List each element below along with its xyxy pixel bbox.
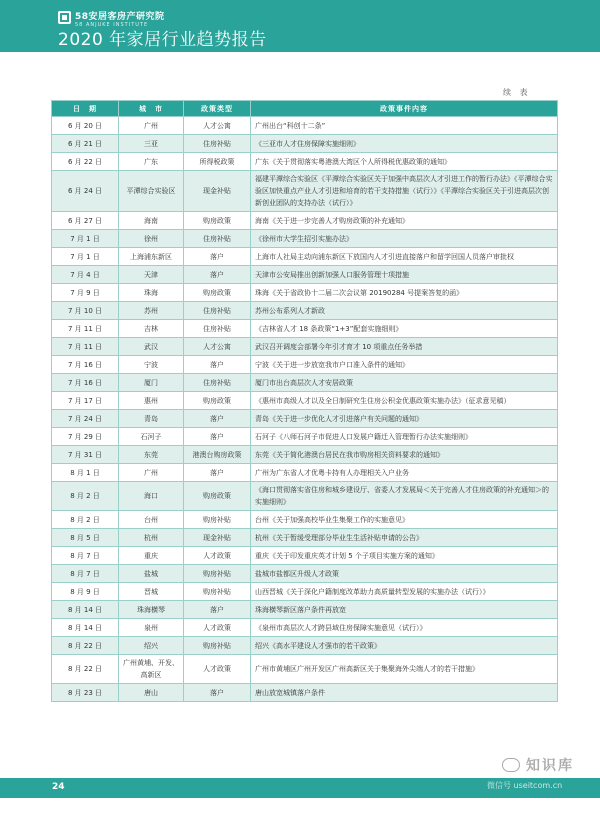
cell-date: 6 月 20 日: [52, 117, 119, 135]
cell-city: 海口: [119, 482, 184, 511]
table-body: [52, 117, 558, 702]
table-row: [52, 302, 558, 320]
cell-content: 海南《关于进一步完善人才购房政策的补充通知》: [251, 212, 558, 230]
table-row: [52, 601, 558, 619]
table-row: [52, 511, 558, 529]
logo-icon: [58, 11, 71, 24]
wechat-icon: [502, 758, 520, 772]
table-row: [52, 392, 558, 410]
cell-date: 8 月 2 日: [52, 511, 119, 529]
cell-city: 海南: [119, 212, 184, 230]
cell-content: 珠海横琴新区落户条件再放宽: [251, 601, 558, 619]
cell-type: 所得税政策: [184, 153, 251, 171]
page-number: 24: [52, 782, 65, 792]
cell-city: 广东: [119, 153, 184, 171]
cell-date: 8 月 7 日: [52, 547, 119, 565]
table-row: [52, 374, 558, 392]
cell-date: 6 月 24 日: [52, 171, 119, 212]
cell-city: 泉州: [119, 619, 184, 637]
cell-city: 珠海横琴: [119, 601, 184, 619]
table-row: [52, 547, 558, 565]
cell-type: 购房补贴: [184, 637, 251, 655]
table-row: [52, 565, 558, 583]
cell-content: 台州《关于加强高校毕业生集聚工作的实施意见》: [251, 511, 558, 529]
cell-city: 绍兴: [119, 637, 184, 655]
cell-city: 广州: [119, 117, 184, 135]
table-row: [52, 248, 558, 266]
cell-date: 7 月 11 日: [52, 338, 119, 356]
column-header-city: 城 市: [119, 101, 184, 117]
cell-date: 8 月 14 日: [52, 601, 119, 619]
cell-date: 8 月 1 日: [52, 464, 119, 482]
cell-type: 落户: [184, 356, 251, 374]
cell-date: 8 月 7 日: [52, 565, 119, 583]
table-row: [52, 464, 558, 482]
cell-date: 8 月 5 日: [52, 529, 119, 547]
cell-date: 6 月 21 日: [52, 135, 119, 153]
watermark-text: 知识库: [526, 758, 574, 774]
cell-city: 苏州: [119, 302, 184, 320]
cell-city: 重庆: [119, 547, 184, 565]
cell-type: 购房政策: [184, 212, 251, 230]
cell-date: 8 月 22 日: [52, 655, 119, 684]
cell-date: 7 月 9 日: [52, 284, 119, 302]
cell-city: 广州: [119, 464, 184, 482]
cell-date: 8 月 9 日: [52, 583, 119, 601]
column-header-date: 日 期: [52, 101, 119, 117]
cell-city: 徐州: [119, 230, 184, 248]
cell-content: 广州市黄埔区广州开发区广州高新区关于集聚海外尖端人才的若干措施》: [251, 655, 558, 684]
cell-type: 落户: [184, 248, 251, 266]
cell-city: 厦门: [119, 374, 184, 392]
cell-type: 落户: [184, 464, 251, 482]
table-row: [52, 212, 558, 230]
cell-city: 杭州: [119, 529, 184, 547]
cell-date: 8 月 23 日: [52, 684, 119, 702]
cell-city: 武汉: [119, 338, 184, 356]
cell-type: 购房政策: [184, 284, 251, 302]
cell-type: 落户: [184, 428, 251, 446]
cell-content: 重庆《关于印发重庆英才计划 5 个子项目实施方案的通知》: [251, 547, 558, 565]
cell-city: 惠州: [119, 392, 184, 410]
cell-city: 东莞: [119, 446, 184, 464]
table-row: [52, 428, 558, 446]
cell-date: 7 月 24 日: [52, 410, 119, 428]
cell-type: 住房补贴: [184, 320, 251, 338]
table-row: [52, 655, 558, 684]
cell-type: 人才公寓: [184, 338, 251, 356]
cell-content: 盐城市盐都区升级人才政策: [251, 565, 558, 583]
cell-content: 绍兴《高水平建设人才强市的若干政策》: [251, 637, 558, 655]
cell-date: 7 月 16 日: [52, 356, 119, 374]
cell-type: 住房补贴: [184, 374, 251, 392]
cell-date: 7 月 17 日: [52, 392, 119, 410]
table-row: [52, 684, 558, 702]
table-row: [52, 135, 558, 153]
table-row: [52, 619, 558, 637]
cell-city: 珠海: [119, 284, 184, 302]
cell-city: 天津: [119, 266, 184, 284]
cell-content: 珠海《关于省政协十二届二次会议第 20190284 号提案答复的函》: [251, 284, 558, 302]
cell-date: 7 月 4 日: [52, 266, 119, 284]
cell-content: 杭州《关于暂缓受理部分毕业生生活补贴申请的公告》: [251, 529, 558, 547]
report-title: 2020 年家居行业趋势报告: [58, 30, 267, 50]
cell-date: 6 月 22 日: [52, 153, 119, 171]
cell-type: 港澳台购房政策: [184, 446, 251, 464]
table-header-row: [52, 101, 558, 117]
cell-content: 青岛《关于进一步优化人才引进落户有关问题的通知》: [251, 410, 558, 428]
cell-city: 石河子: [119, 428, 184, 446]
cell-type: 人才政策: [184, 547, 251, 565]
cell-content: 《徐州市大学生招引实施办法》: [251, 230, 558, 248]
cell-type: 落户: [184, 684, 251, 702]
cell-city: 宁波: [119, 356, 184, 374]
cell-type: 住房补贴: [184, 135, 251, 153]
cell-date: 8 月 14 日: [52, 619, 119, 637]
cell-content: 武汉召开调度会部署今年引才育才 10 项重点任务举措: [251, 338, 558, 356]
cell-type: 人才政策: [184, 655, 251, 684]
table-row: [52, 284, 558, 302]
table-row: [52, 410, 558, 428]
cell-content: 广东《关于贯彻落实粤港澳大湾区个人所得税优惠政策的通知》: [251, 153, 558, 171]
cell-date: 8 月 22 日: [52, 637, 119, 655]
table-row: [52, 637, 558, 655]
table-row: [52, 482, 558, 511]
table-row: [52, 171, 558, 212]
column-header-content: 政策事件内容: [251, 101, 558, 117]
cell-type: 人才政策: [184, 619, 251, 637]
header-bar: [0, 0, 600, 52]
table-row: [52, 117, 558, 135]
cell-type: 现金补贴: [184, 529, 251, 547]
cell-content: 宁波《关于进一步放宽我市户口准入条件的通知》: [251, 356, 558, 374]
cell-city: 平潭综合实验区: [119, 171, 184, 212]
table-row: [52, 153, 558, 171]
cell-type: 现金补贴: [184, 171, 251, 212]
cell-city: 唐山: [119, 684, 184, 702]
cell-date: 7 月 11 日: [52, 320, 119, 338]
watermark: [502, 755, 574, 775]
table-row: [52, 446, 558, 464]
cell-date: 7 月 1 日: [52, 248, 119, 266]
cell-content: 《三亚市人才住房保障实施细则》: [251, 135, 558, 153]
cell-content: 天津市公安局推出创新加强人口服务管理十项措施: [251, 266, 558, 284]
table-row: [52, 356, 558, 374]
cell-city: 吉林: [119, 320, 184, 338]
cell-date: 7 月 10 日: [52, 302, 119, 320]
cell-type: 住房补贴: [184, 230, 251, 248]
cell-city: 广州黄埔、开发、高新区: [119, 655, 184, 684]
cell-content: 苏州公布系列人才新政: [251, 302, 558, 320]
cell-type: 购房政策: [184, 482, 251, 511]
table-row: [52, 266, 558, 284]
table-row: [52, 320, 558, 338]
cell-type: 购房补贴: [184, 511, 251, 529]
cell-content: 广州出台“科创十二条”: [251, 117, 558, 135]
table-row: [52, 583, 558, 601]
cell-content: 广州为广东省人才优粤卡持有人办理相关入户业务: [251, 464, 558, 482]
continued-label: 续 表: [503, 88, 531, 97]
cell-type: 落户: [184, 266, 251, 284]
cell-content: 《海口贯彻落实省住房和城乡建设厅、省委人才发展局＜关于完善人才住房政策的补充通知＞的实施细则》: [251, 482, 558, 511]
table-row: [52, 529, 558, 547]
cell-city: 晋城: [119, 583, 184, 601]
logo-text: 58安居客房产研究院: [75, 12, 165, 22]
table-row: [52, 230, 558, 248]
cell-city: 上海浦东新区: [119, 248, 184, 266]
cell-content: 上海市人社局主动向浦东新区下放国内人才引进直接落户和留学回国人员落户审批权: [251, 248, 558, 266]
cell-city: 盐城: [119, 565, 184, 583]
cell-content: 唐山放宽城镇落户条件: [251, 684, 558, 702]
column-header-type: 政策类型: [184, 101, 251, 117]
cell-date: 7 月 31 日: [52, 446, 119, 464]
cell-content: 《惠州市高级人才以及全日制研究生住房公积金优惠政策实施办法》（征求意见稿）: [251, 392, 558, 410]
cell-content: 厦门市出台高层次人才安居政策: [251, 374, 558, 392]
cell-type: 落户: [184, 601, 251, 619]
cell-type: 购房补贴: [184, 583, 251, 601]
cell-content: 东莞《关于简化港澳台居民在我市购房相关资料要求的通知》: [251, 446, 558, 464]
cell-type: 购房补贴: [184, 565, 251, 583]
cell-type: 人才公寓: [184, 117, 251, 135]
cell-date: 6 月 27 日: [52, 212, 119, 230]
cell-type: 购房政策: [184, 392, 251, 410]
cell-type: 住房补贴: [184, 302, 251, 320]
cell-type: 落户: [184, 410, 251, 428]
cell-city: 三亚: [119, 135, 184, 153]
logo-subtitle: 58 ANJUKE INSTITUTE: [75, 22, 149, 28]
cell-date: 7 月 29 日: [52, 428, 119, 446]
cell-city: 台州: [119, 511, 184, 529]
table-row: [52, 338, 558, 356]
cell-content: 《吉林省人才 18 条政策“1+3”配套实施细则》: [251, 320, 558, 338]
cell-city: 青岛: [119, 410, 184, 428]
watermark-subtext: 微信号 useitcom.cn: [487, 781, 563, 790]
cell-content: 石河子《八师石河子市促进人口发展户籍迁入管理暂行办法实施细则》: [251, 428, 558, 446]
cell-date: 7 月 1 日: [52, 230, 119, 248]
cell-date: 8 月 2 日: [52, 482, 119, 511]
cell-content: 《泉州市高层次人才跨县域住房保障实施意见（试行）》: [251, 619, 558, 637]
cell-date: 7 月 16 日: [52, 374, 119, 392]
policy-table: [51, 100, 558, 702]
cell-content: 山西晋城《关于深化户籍制度改革助力高质量转型发展的实施办法（试行）》: [251, 583, 558, 601]
cell-content: 福建平潭综合实验区《平潭综合实验区关于加强中高层次人才引进工作的暂行办法》《平潭综合实验区加快重点产业人才引进和培育的若干支持措施（试行）》《平潭综合实验区关于引进高层次创新创业团队的支持办法（试行）》: [251, 171, 558, 212]
